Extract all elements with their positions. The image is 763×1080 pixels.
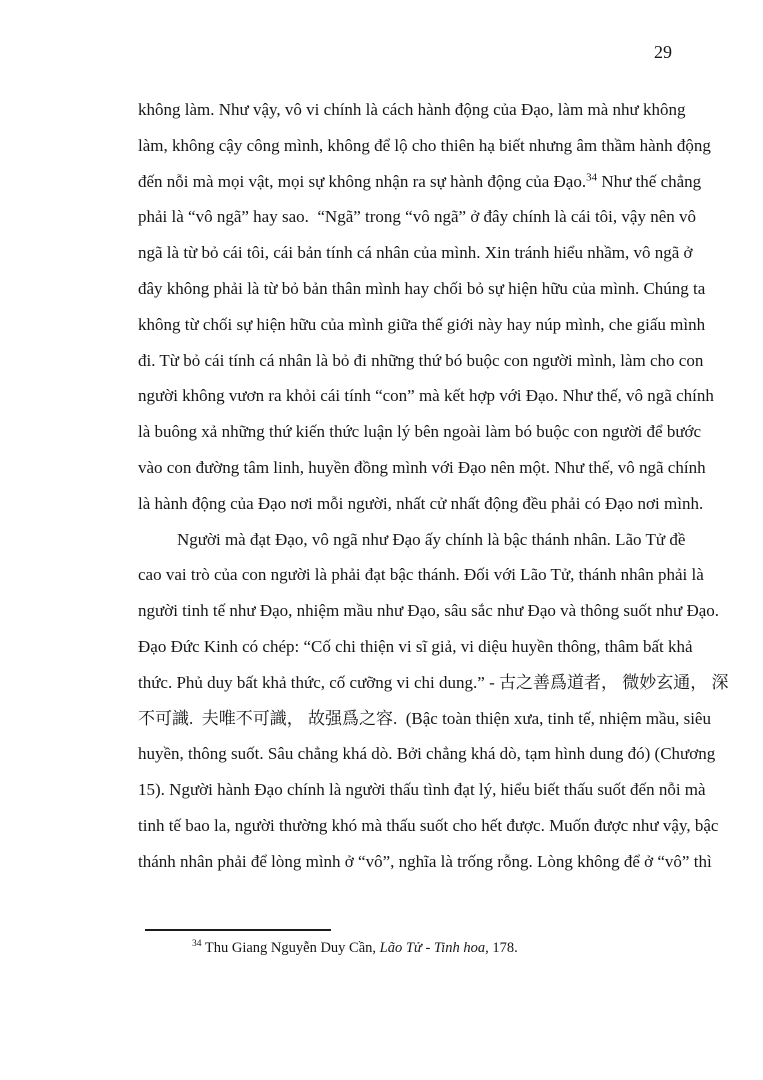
body-line <box>138 164 702 200</box>
body-line: làm, không cậy công mình, không để lộ cho thiên hạ biết nhưng âm thầm hành động <box>138 135 711 155</box>
page-number: 29 <box>654 42 672 62</box>
footnote-page-ref: , 178. <box>485 940 518 956</box>
body-line: huyền, thông suốt. Sâu chẳng khá dò. Bởi chẳng khá dò, tạm hình dung đó) (Chương <box>138 744 716 764</box>
body-line: cao vai trò của con người là phải đạt bậc thánh. Đối với Lão Tử, thánh nhân phải là <box>138 565 704 585</box>
body-line: 15). Người hành Đạo chính là người thấu tình đạt lý, hiểu biết thấu suốt đến nỗi mà <box>138 780 706 800</box>
body-line: 不可識. 夫唯不可識， 故强爲之容. (Bậc toàn thiện xưa, tinh tế, nhiệm mầu, siêu <box>138 708 711 728</box>
body-line: là buông xả những thứ kiến thức luận lý bên ngoài làm bó buộc con người để bước <box>138 422 702 442</box>
body-line: tinh tế bao la, người thường khó mà thấu suốt cho hết được. Muốn được như vậy, bậc <box>138 815 719 835</box>
body-line-paragraph-start: Người mà đạt Đạo, vô ngã như Đạo ấy chính là bậc thánh nhân. Lão Tử đề <box>177 529 686 549</box>
footnote-book-title: Lão Tử - Tinh hoa <box>379 940 486 956</box>
body-line: ngã là từ bỏ cái tôi, cái bản tính cá nhân của mình. Xin tránh hiểu nhầm, vô ngã ở <box>138 243 693 263</box>
body-line: người tinh tế như Đạo, nhiệm mầu như Đạo, sâu sắc như Đạo và thông suốt như Đạo. <box>138 601 720 621</box>
body-line: thức. Phủ duy bất khả thức, cố cưỡng vi chi dung.” - 古之善爲道者， 微妙玄通， 深 <box>138 672 729 692</box>
body-line: không từ chối sự hiện hữu của mình giữa thế giới này hay núp mình, che giấu mình <box>138 314 706 334</box>
body-line: người không vươn ra khỏi cái tính “con” mà kết hợp với Đạo. Như thế, vô ngã chính <box>138 386 714 406</box>
footnote <box>192 938 518 958</box>
body-line-text: Như thế chẳng <box>597 171 702 191</box>
body-line: không làm. Như vậy, vô vi chính là cách hành động của Đạo, làm mà như không <box>138 100 686 119</box>
body-line: Đạo Đức Kinh có chép: “Cố chi thiện vi sĩ giả, vi diệu huyền thông, thâm bất khả <box>138 636 693 656</box>
body-line: đi. Từ bỏ cái tính cá nhân là bỏ đi những thứ bó buộc con người mình, làm cho con <box>138 350 704 370</box>
footnote-citation: Thu Giang Nguyễn Duy Cần, <box>201 940 380 956</box>
footnote-marker: 34 <box>192 939 202 950</box>
body-line: là hành động của Đạo nơi mỗi người, nhất cử nhất động đều phải có Đạo nơi mình. <box>138 493 704 513</box>
body-line-text: đến nỗi mà mọi vật, mọi sự không nhận ra sự hành động của Đạo. <box>138 171 587 191</box>
body-line: vào con đường tâm linh, huyền đồng mình với Đạo nên một. Như thế, vô ngã chính <box>138 457 706 477</box>
body-line: phải là “vô ngã” hay sao. “Ngã” trong “vô ngã” ở đây chính là cái tôi, vậy nên vô <box>138 207 696 227</box>
body-line: đây không phải là từ bỏ bản thân mình hay chối bỏ sự hiện hữu của mình. Chúng ta <box>138 278 706 298</box>
footnote-reference: 34 <box>586 170 598 183</box>
footnote-separator <box>145 929 331 931</box>
body-text <box>138 92 729 880</box>
body-line: thánh nhân phải để lòng mình ở “vô”, nghĩa là trống rỗng. Lòng không để ở “vô” thì <box>138 851 712 871</box>
